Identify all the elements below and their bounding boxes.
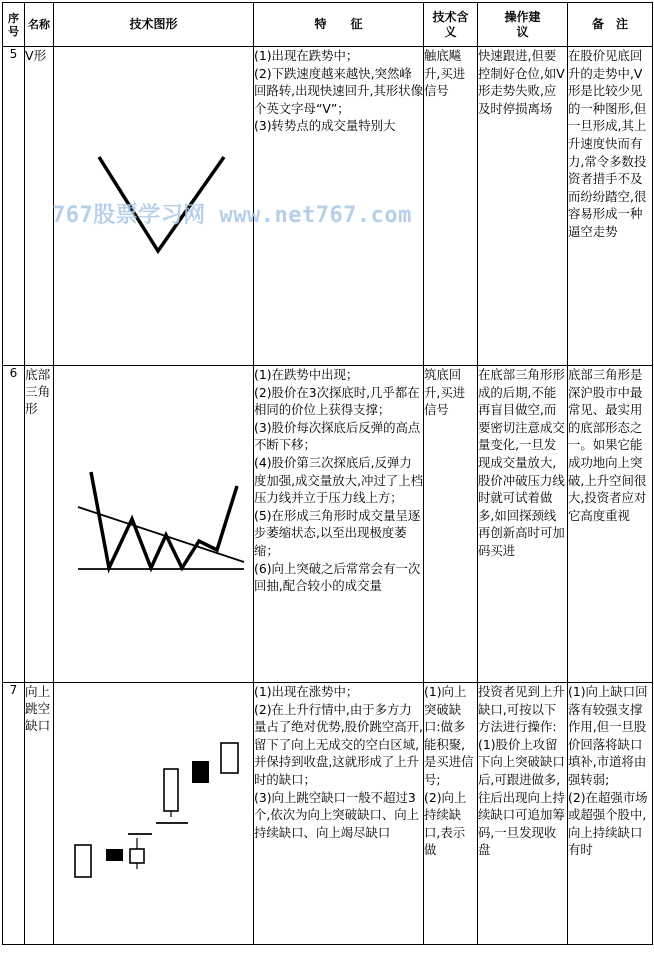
gap-up-diagram bbox=[54, 683, 254, 945]
row-name: 向上跳空缺口 bbox=[25, 683, 54, 945]
row-feature: (1)出现在涨势中； (2)在上升行情中,由于多方力量占了绝对优势,股价跳空高开,留下了向上无成交的空白区域,并保持到收盘,这就形成了上升时的缺口； (3)向上跳空缺口一般不超过3个,依次为向上突破缺口、向上持续缺口、向上竭尽缺口 bbox=[254, 683, 424, 945]
header-seq: 序号 bbox=[3, 3, 25, 47]
row-name: V形 bbox=[25, 47, 54, 366]
price-line bbox=[91, 472, 237, 568]
row-advice: 投资者见到上升缺口,可按以下方法进行操作: (1)股价上攻留下向上突破缺口后,可跟进做多,往后出现向上持续缺口可追加筹码,一旦发现收盘 bbox=[478, 683, 568, 945]
table-row bbox=[3, 47, 653, 366]
row-meaning: 筑底回升,买进信号 bbox=[424, 366, 478, 683]
table-row bbox=[3, 683, 653, 945]
gap-up-figure bbox=[54, 683, 254, 945]
table-row bbox=[3, 366, 653, 683]
v-shape-line bbox=[99, 157, 224, 251]
candle-2 bbox=[106, 849, 123, 861]
row-note: 底部三角形是深沪股市中最常见、最实用的底部形态之一。如果它能成功地向上突破,上升空间很大,投资者应对它高度重视 bbox=[568, 366, 653, 683]
row-note: (1)向上缺口回落有较强支撑作用,但一旦股价回落将缺口填补,市道将由强转弱; (2)在超强市场或超强个股中,向上持续缺口有时 bbox=[568, 683, 653, 945]
header-note: 备 注 bbox=[568, 3, 653, 47]
candle-3 bbox=[130, 849, 144, 863]
header-meaning: 技术含义 bbox=[424, 3, 478, 47]
header-name: 名称 bbox=[25, 3, 54, 47]
candle-6 bbox=[221, 743, 238, 773]
candle-4 bbox=[164, 769, 178, 811]
candle-5 bbox=[192, 761, 209, 783]
row-name: 底部三角形 bbox=[25, 366, 54, 683]
bottom-triangle-figure bbox=[54, 366, 254, 683]
row-seq: 5 bbox=[3, 47, 25, 366]
bottom-triangle-diagram bbox=[54, 366, 254, 683]
candle-1 bbox=[75, 845, 91, 877]
row-seq: 6 bbox=[3, 366, 25, 683]
row-advice: 快速跟进,但要控制好仓位,如V形走势失败,应及时停损离场 bbox=[478, 47, 568, 366]
row-seq: 7 bbox=[3, 683, 25, 945]
row-meaning: (1)向上突破缺口:做多能积聚,是买进信号; (2)向上持续缺口,表示做 bbox=[424, 683, 478, 945]
v-shape-diagram bbox=[54, 47, 254, 366]
header-feature: 特 征 bbox=[254, 3, 424, 47]
row-meaning: 触底飚升,买进信号 bbox=[424, 47, 478, 366]
pattern-table bbox=[2, 2, 653, 945]
header-advice: 操作建议 bbox=[478, 3, 568, 47]
row-note: 在股价见底回升的走势中,V形是比较少见的一种图形,但一旦形成,其上升速度快而有力,常令多数投资者措手不及而纷纷踏空,很容易形成一种逼空走势 bbox=[568, 47, 653, 366]
header-row bbox=[3, 3, 653, 47]
row-feature: (1)出现在跌势中； (2)下跌速度越来越快,突然峰回路转,出现快速回升,其形状像个英文字母“V”； (3)转势点的成交量特别大 bbox=[254, 47, 424, 366]
v-shape-figure bbox=[54, 47, 254, 366]
watermark-text: 767股票学习网 www.net767.com bbox=[52, 203, 412, 228]
header-figure: 技术图形 bbox=[54, 3, 254, 47]
row-advice: 在底部三角形形成的后期,不能再盲目做空,而要密切注意成交量变化,一旦发现成交量放大,股价冲破压力线时就可试着做多,如回探颈线再创新高时可加码买进 bbox=[478, 366, 568, 683]
row-feature: (1)在跌势中出现； (2)股价在3次探底时,几乎都在相同的价位上获得支撑； (3)股价每次探底后反弹的高点不断下移； (4)股价第三次探底后,反弹力度加强,成交量放大,冲过了上档压力线并立于压力线上方； (5)在形成三角形时成交量呈逐步萎缩状态,以至出现极度萎缩； (6)向上突破之后常常会有一次回抽,配合较小的成交量 bbox=[254, 366, 424, 683]
